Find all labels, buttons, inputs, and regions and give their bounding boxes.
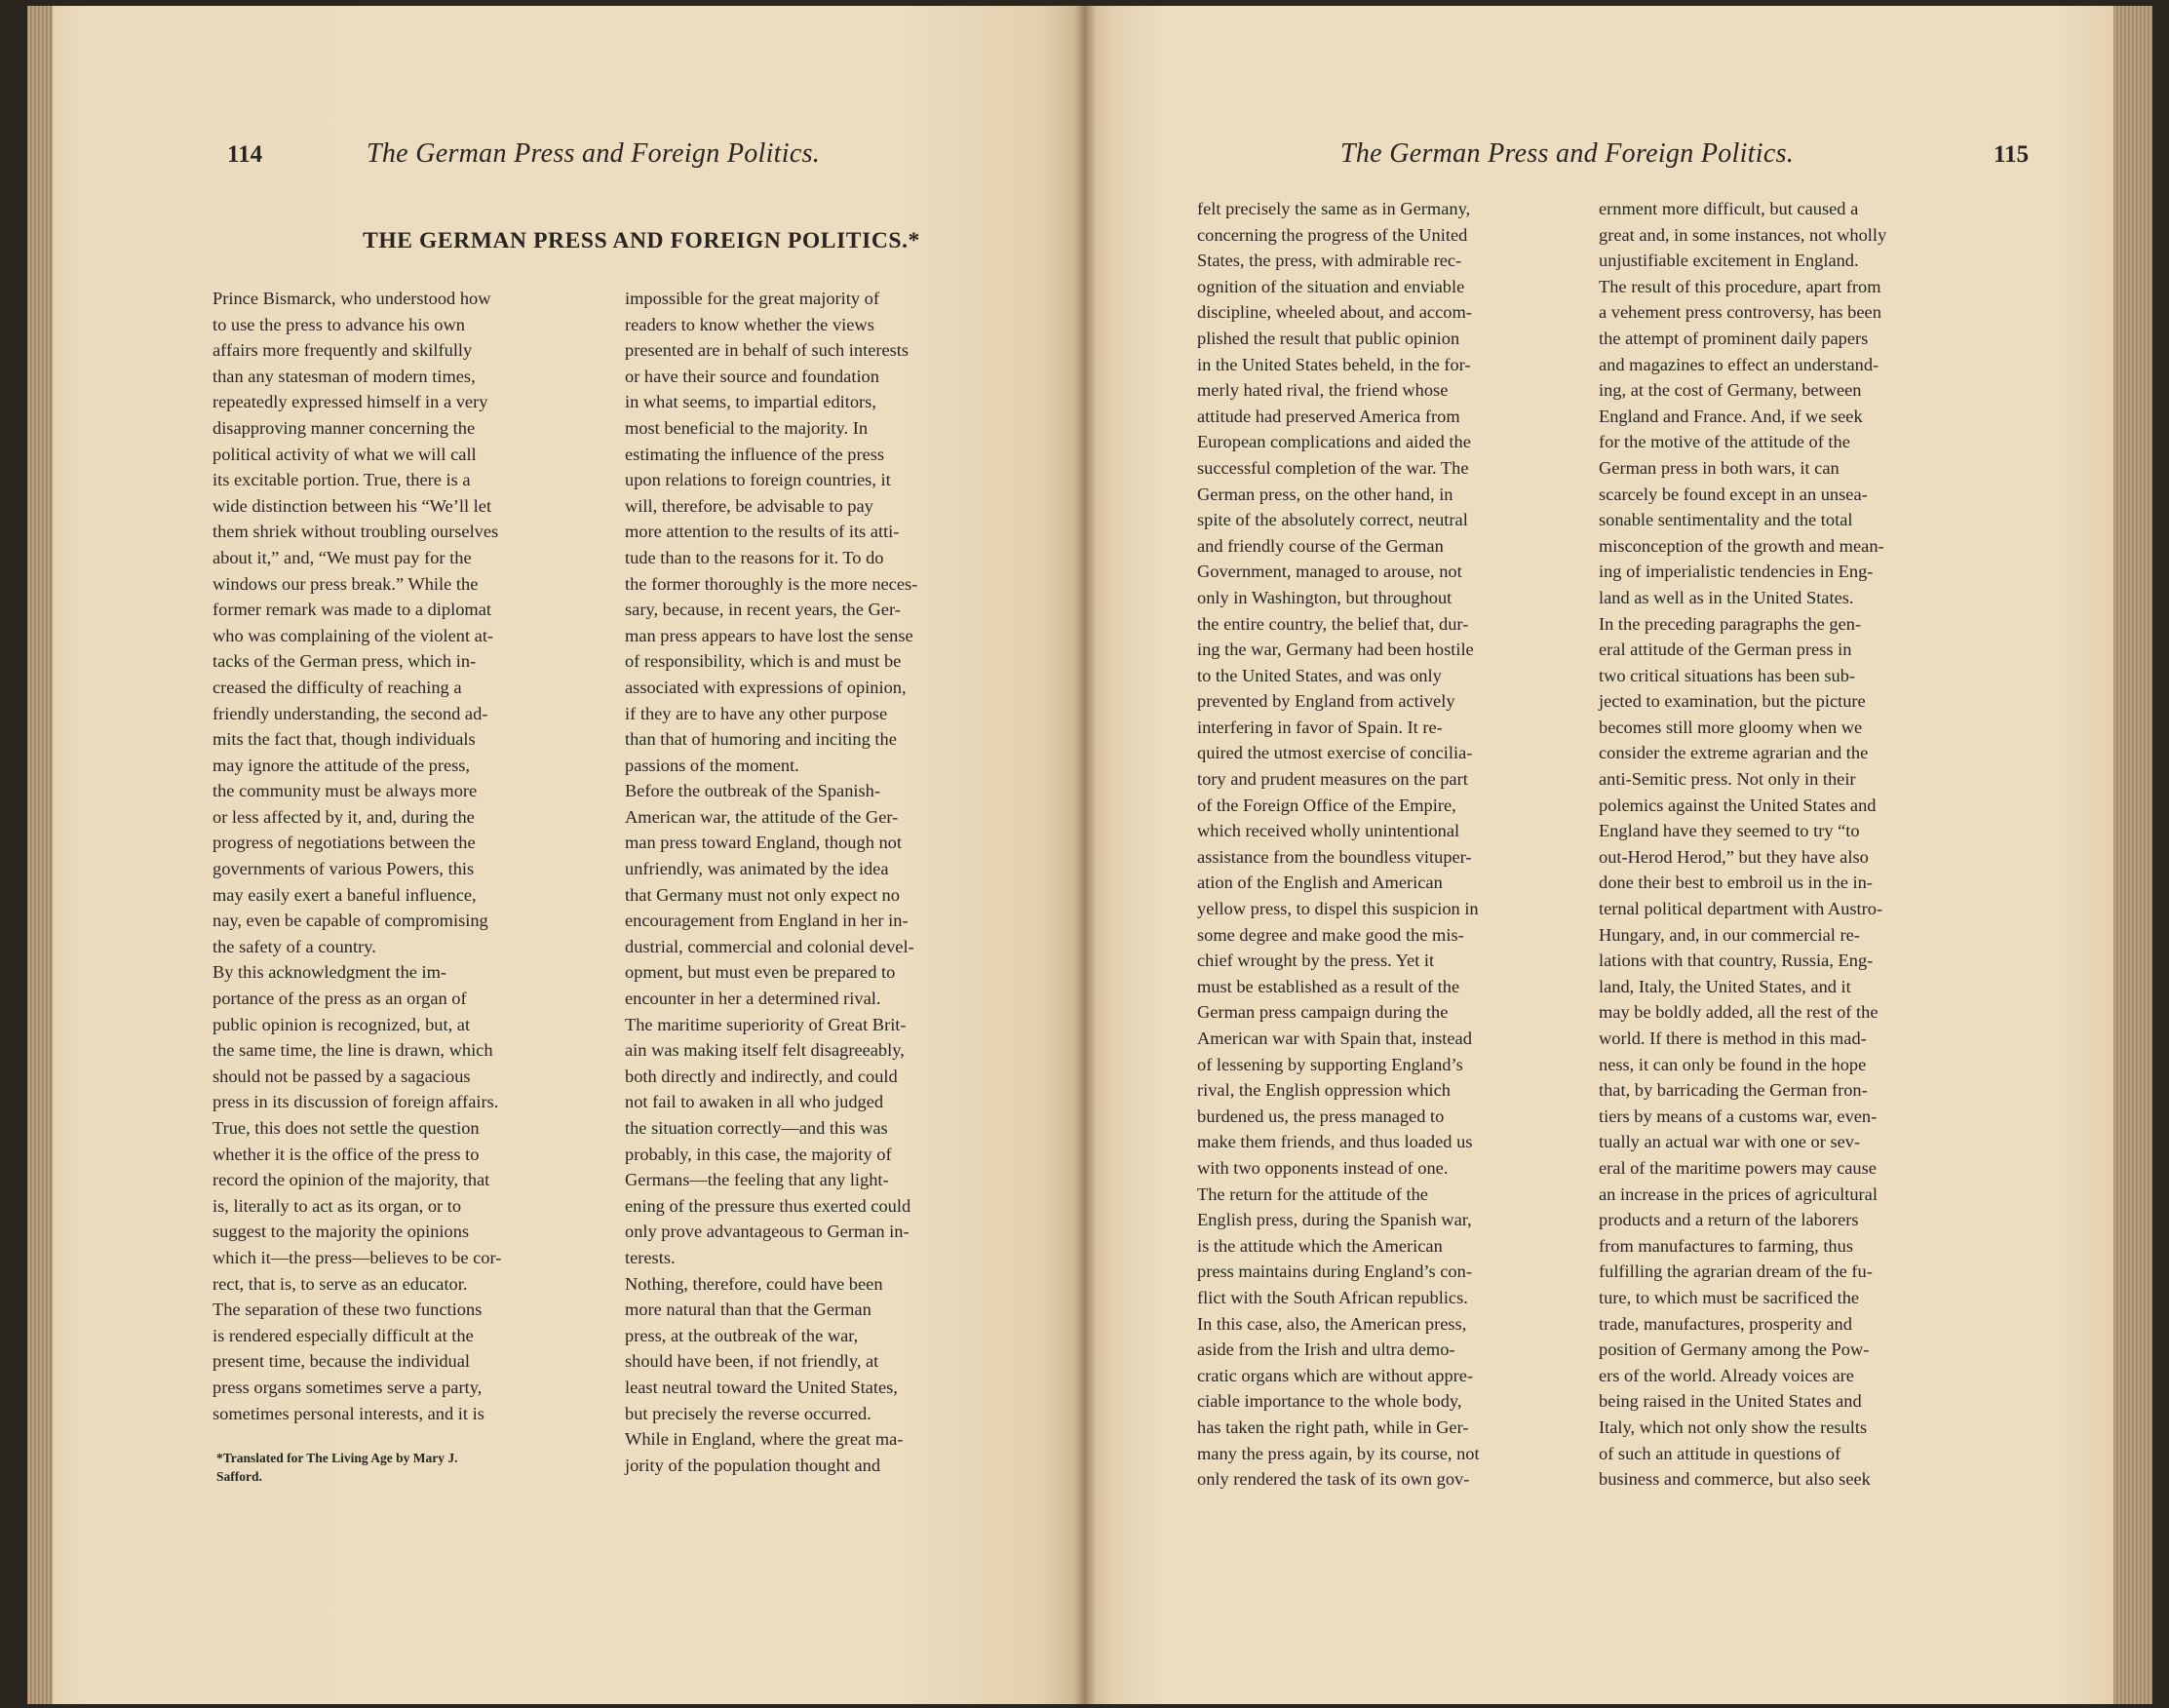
left-page-number: 114 <box>227 141 263 168</box>
book-gutter <box>1074 6 1096 1704</box>
left-column-2: impossible for the great majority of readers to know whether the views presented are in behalf of such interests or have their source and foundation in what seems, to impartial editors, most beneficial to the majority. In estimating the influence of the press upon relations to foreign countries, it will, therefore, be advisable to pay more attention to the results of its atti- tude than to the reasons for it. To do the former thoroughly is the more neces- sary, because, in recent years, the Ger- man press appears to have lost the sense of responsibility, which is and must be associated with expressions of opinion, if they are to have any other purpose than that of humoring and inciting the passions of the moment. Before the outbreak of the Spanish- American war, the attitude of the Ger- man press toward England, though not unfriendly, was animated by the idea that Germany must not only expect no encouragement from England in her in- dustrial, commercial and colonial devel- opment, but must even be prepared to encounter in her a determined rival. The maritime superiority of Great Brit- ain was making itself felt disagreeably, both directly and indirectly, and could not fail to awaken in all who judged the situation correctly—and this was probably, in this case, the majority of Germans—the feeling that any light- ening of the pressure thus exerted could only prove advantageous to German in- terests. Nothing, therefore, could have been more natural than that the German press, at the outbreak of the war, should have been, if not friendly, at least neutral toward the United States, but precisely the reverse occurred. While in England, where the great ma- jority of the population thought and <box>625 289 918 1475</box>
right-page-number: 115 <box>1994 141 2030 168</box>
left-page <box>27 6 1085 1704</box>
article-title: THE GERMAN PRESS AND FOREIGN POLITICS.* <box>363 228 920 253</box>
footnote: *Translated for The Living Age by Mary J. Safford. <box>216 1451 458 1484</box>
right-page-edges <box>2113 6 2152 1704</box>
right-column-1: felt precisely the same as in Germany, concerning the progress of the United States, the press, with admirable rec- ognition of the situation and enviable discipline, wheeled about, and accom- plished the result that public opinion in the United States beheld, in the for- merly hated rival, the friend whose attitude had preserved America from European complications and aided the successful completion of the war. The German press, on the other hand, in spite of the absolutely correct, neutral and friendly course of the German Government, managed to arouse, not only in Washington, but throughout the entire country, the belief that, dur- ing the war, Germany had been hostile to the United States, and was only prevented by England from actively interfering in favor of Spain. It re- quired the utmost exercise of concilia- tory and prudent measures on the part of the Foreign Office of the Empire, which received wholly unintentional assistance from the boundless vituper- ation of the English and American yellow press, to dispel this suspicion in some degree and make good the mis- chief wrought by the press. Yet it must be established as a result of the German press campaign during the American war with Spain that, instead of lessening by supporting England’s rival, the English oppression which burdened us, the press managed to make them friends, and thus loaded us with two opponents instead of one. The return for the attitude of the English press, during the Spanish war, is the attitude which the American press maintains during England’s con- flict with the South African republics. In this case, also, the American press, aside from the Irish and ultra demo- cratic organs which are without appre- ciable importance to the whole body, has taken the right path, while in Ger- many the press again, by its course, not only rendered the task of its own gov- <box>1197 199 1480 1490</box>
left-page-edges <box>27 6 53 1704</box>
left-column-1: Prince Bismarck, who understood how to use the press to advance his own affairs more frequently and skilfully than any statesman of modern times, repeatedly expressed himself in a very disapproving manner concerning the political activity of what we will call its excitable portion. True, there is a wide distinction between his “We’ll let them shriek without troubling ourselves about it,” and, “We must pay for the windows our press break.” While the former remark was made to a diplomat who was complaining of the violent at- tacks of the German press, which in- creased the difficulty of reaching a friendly understanding, the second ad- mits the fact that, though individuals may ignore the attitude of the press, the community must be always more or less affected by it, and, during the progress of negotiations between the governments of various Powers, this may easily exert a baneful influence, nay, even be capable of compromising the safety of a country. By this acknowledgment the im- portance of the press as an organ of public opinion is recognized, but, at the same time, the line is drawn, which should not be passed by a sagacious press in its discussion of foreign affairs. True, this does not settle the question whether it is the office of the press to record the opinion of the majority, that is, literally to act as its organ, or to suggest to the majority the opinions which it—the press—believes to be cor- rect, that is, to serve as an educator. The separation of these two functions is rendered especially difficult at the present time, because the individual press organs sometimes serve a party, sometimes personal interests, and it is <box>213 289 502 1423</box>
right-page <box>1085 6 2152 1704</box>
right-column-2: ernment more difficult, but caused a great and, in some instances, not wholly unjustifiable excitement in England. The result of this procedure, apart from a vehement press controversy, has been the attempt of prominent daily papers and magazines to effect an understand- ing, at the cost of Germany, between England and France. And, if we seek for the motive of the attitude of the German press in both wars, it can scarcely be found except in an unsea- sonable sentimentality and the total misconception of the growth and mean- ing of imperialistic tendencies in Eng- land as well as in the United States. In the preceding paragraphs the gen- eral attitude of the German press in two critical situations has been sub- jected to examination, but the picture becomes still more gloomy when we consider the extreme agrarian and the anti-Semitic press. Not only in their polemics against the United States and England have they seemed to try “to out-Herod Herod,” but they have also done their best to embroil us in the in- ternal political department with Austro- Hungary, and, in our commercial re- lations with that country, Russia, Eng- land, Italy, the United States, and it may be boldly added, all the rest of the world. If there is method in this mad- ness, it can only be found in the hope that, by barricading the German fron- tiers by means of a customs war, even- tually an actual war with one or sev- eral of the maritime powers may cause an increase in the prices of agricultural products and a return of the laborers from manufactures to farming, thus fulfilling the agrarian dream of the fu- ture, to which must be sacrificed the trade, manufactures, prosperity and position of Germany among the Pow- ers of the world. Already voices are being raised in the United States and Italy, which not only show the results of such an attitude in questions of business and commerce, but also seek <box>1599 199 1887 1490</box>
left-running-title: The German Press and Foreign Politics. <box>367 138 821 169</box>
book-spread <box>27 6 2152 1704</box>
right-running-title: The German Press and Foreign Politics. <box>1340 138 1795 169</box>
